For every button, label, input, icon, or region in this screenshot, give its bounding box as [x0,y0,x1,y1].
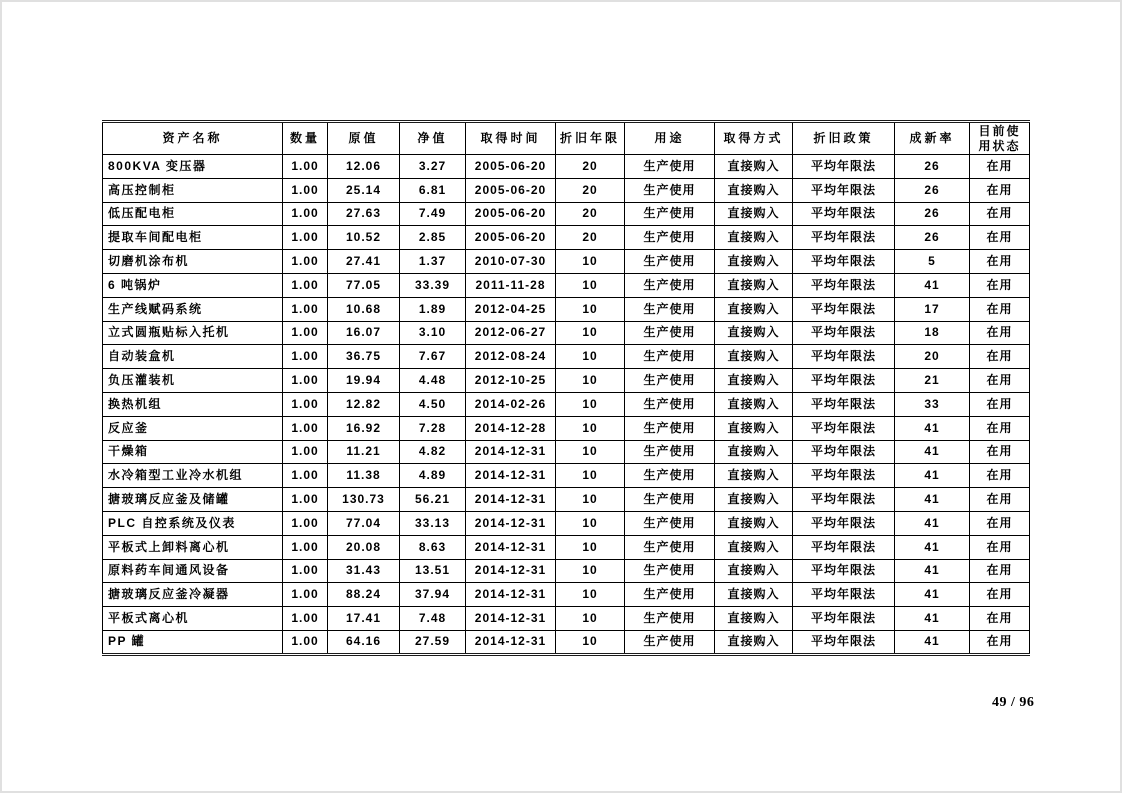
net-value-cell: 7.28 [400,416,466,440]
table-row [103,369,1030,393]
original-value-cell: 11.21 [328,440,400,464]
usage-cell: 生产使用 [625,559,715,583]
acquired-date-cell: 2012-10-25 [466,369,556,393]
depreciation-years-cell: 10 [556,440,625,464]
table-row [103,607,1030,631]
quantity-cell: 1.00 [283,321,328,345]
table-row [103,321,1030,345]
acquired-date-cell: 2014-12-31 [466,464,556,488]
table-row [103,630,1030,654]
usage-cell: 生产使用 [625,345,715,369]
quantity-cell: 1.00 [283,226,328,250]
acquisition-method-cell: 直接购入 [715,392,793,416]
acquired-date-cell: 2005-06-20 [466,226,556,250]
original-value-cell: 16.07 [328,321,400,345]
newness-rate-cell: 41 [895,273,970,297]
table-row [103,511,1030,535]
depreciation-policy-cell: 平均年限法 [793,630,895,654]
depreciation-policy-cell: 平均年限法 [793,392,895,416]
header-row [103,122,1030,155]
quantity-cell: 1.00 [283,440,328,464]
asset-name-cell: PP 罐 [103,630,283,654]
status-cell: 在用 [970,511,1030,535]
acquisition-method-cell: 直接购入 [715,464,793,488]
net-value-cell: 4.89 [400,464,466,488]
depreciation-years-cell: 10 [556,321,625,345]
acquired-date-cell: 2012-04-25 [466,297,556,321]
original-value-cell: 16.92 [328,416,400,440]
quantity-cell: 1.00 [283,392,328,416]
net-value-cell: 7.49 [400,202,466,226]
status-cell: 在用 [970,416,1030,440]
status-cell: 在用 [970,345,1030,369]
net-value-cell: 13.51 [400,559,466,583]
depreciation-years-cell: 20 [556,155,625,179]
asset-name-cell: 干燥箱 [103,440,283,464]
quantity-cell: 1.00 [283,630,328,654]
header-usage: 用途 [625,122,715,155]
depreciation-policy-cell: 平均年限法 [793,202,895,226]
usage-cell: 生产使用 [625,273,715,297]
acquisition-method-cell: 直接购入 [715,202,793,226]
depreciation-years-cell: 10 [556,511,625,535]
net-value-cell: 33.13 [400,511,466,535]
depreciation-policy-cell: 平均年限法 [793,250,895,274]
original-value-cell: 25.14 [328,178,400,202]
depreciation-policy-cell: 平均年限法 [793,559,895,583]
newness-rate-cell: 26 [895,202,970,226]
asset-name-cell: 切磨机涂布机 [103,250,283,274]
acquisition-method-cell: 直接购入 [715,511,793,535]
net-value-cell: 7.67 [400,345,466,369]
acquisition-method-cell: 直接购入 [715,226,793,250]
acquisition-method-cell: 直接购入 [715,583,793,607]
newness-rate-cell: 26 [895,155,970,179]
table-row [103,202,1030,226]
original-value-cell: 12.06 [328,155,400,179]
newness-rate-cell: 33 [895,392,970,416]
quantity-cell: 1.00 [283,178,328,202]
original-value-cell: 20.08 [328,535,400,559]
usage-cell: 生产使用 [625,607,715,631]
depreciation-years-cell: 10 [556,392,625,416]
acquired-date-cell: 2014-12-31 [466,630,556,654]
original-value-cell: 77.05 [328,273,400,297]
depreciation-years-cell: 20 [556,226,625,250]
asset-name-cell: PLC 自控系统及仪表 [103,511,283,535]
newness-rate-cell: 26 [895,226,970,250]
quantity-cell: 1.00 [283,369,328,393]
quantity-cell: 1.00 [283,202,328,226]
depreciation-years-cell: 10 [556,416,625,440]
usage-cell: 生产使用 [625,488,715,512]
table-row [103,488,1030,512]
net-value-cell: 3.27 [400,155,466,179]
header-acquired-date: 取得时间 [466,122,556,155]
asset-name-cell: 高压控制柜 [103,178,283,202]
newness-rate-cell: 26 [895,178,970,202]
quantity-cell: 1.00 [283,607,328,631]
table-row [103,416,1030,440]
usage-cell: 生产使用 [625,392,715,416]
acquired-date-cell: 2014-12-31 [466,511,556,535]
newness-rate-cell: 41 [895,488,970,512]
newness-rate-cell: 20 [895,345,970,369]
quantity-cell: 1.00 [283,464,328,488]
depreciation-policy-cell: 平均年限法 [793,416,895,440]
header-original-value: 原值 [328,122,400,155]
status-cell: 在用 [970,226,1030,250]
acquisition-method-cell: 直接购入 [715,440,793,464]
acquired-date-cell: 2010-07-30 [466,250,556,274]
acquired-date-cell: 2014-12-31 [466,440,556,464]
depreciation-policy-cell: 平均年限法 [793,511,895,535]
usage-cell: 生产使用 [625,511,715,535]
usage-cell: 生产使用 [625,583,715,607]
acquired-date-cell: 2014-12-31 [466,559,556,583]
newness-rate-cell: 5 [895,250,970,274]
original-value-cell: 17.41 [328,607,400,631]
table-row [103,273,1030,297]
original-value-cell: 64.16 [328,630,400,654]
newness-rate-cell: 18 [895,321,970,345]
acquired-date-cell: 2014-02-26 [466,392,556,416]
usage-cell: 生产使用 [625,155,715,179]
header-net-value: 净值 [400,122,466,155]
depreciation-years-cell: 10 [556,630,625,654]
acquired-date-cell: 2012-08-24 [466,345,556,369]
status-cell: 在用 [970,369,1030,393]
usage-cell: 生产使用 [625,535,715,559]
depreciation-years-cell: 10 [556,250,625,274]
asset-name-cell: 立式圆瓶贴标入托机 [103,321,283,345]
acquisition-method-cell: 直接购入 [715,273,793,297]
original-value-cell: 27.63 [328,202,400,226]
asset-name-cell: 平板式离心机 [103,607,283,631]
depreciation-policy-cell: 平均年限法 [793,226,895,250]
depreciation-policy-cell: 平均年限法 [793,321,895,345]
asset-name-cell: 换热机组 [103,392,283,416]
newness-rate-cell: 41 [895,440,970,464]
depreciation-policy-cell: 平均年限法 [793,155,895,179]
depreciation-years-cell: 10 [556,535,625,559]
newness-rate-cell: 17 [895,297,970,321]
depreciation-years-cell: 10 [556,273,625,297]
acquired-date-cell: 2014-12-31 [466,488,556,512]
usage-cell: 生产使用 [625,178,715,202]
depreciation-policy-cell: 平均年限法 [793,607,895,631]
status-cell: 在用 [970,440,1030,464]
acquisition-method-cell: 直接购入 [715,607,793,631]
status-cell: 在用 [970,607,1030,631]
acquired-date-cell: 2014-12-28 [466,416,556,440]
quantity-cell: 1.00 [283,297,328,321]
quantity-cell: 1.00 [283,488,328,512]
usage-cell: 生产使用 [625,369,715,393]
header-quantity: 数量 [283,122,328,155]
quantity-cell: 1.00 [283,250,328,274]
table-row [103,583,1030,607]
asset-name-cell: 负压灌装机 [103,369,283,393]
original-value-cell: 10.68 [328,297,400,321]
quantity-cell: 1.00 [283,535,328,559]
status-cell: 在用 [970,155,1030,179]
original-value-cell: 36.75 [328,345,400,369]
asset-name-cell: 自动装盒机 [103,345,283,369]
depreciation-policy-cell: 平均年限法 [793,464,895,488]
status-cell: 在用 [970,392,1030,416]
table-row [103,155,1030,179]
depreciation-years-cell: 10 [556,464,625,488]
asset-name-cell: 反应釜 [103,416,283,440]
depreciation-years-cell: 10 [556,583,625,607]
newness-rate-cell: 41 [895,583,970,607]
net-value-cell: 1.89 [400,297,466,321]
table-row [103,392,1030,416]
quantity-cell: 1.00 [283,583,328,607]
status-cell: 在用 [970,297,1030,321]
acquisition-method-cell: 直接购入 [715,297,793,321]
status-cell: 在用 [970,178,1030,202]
acquired-date-cell: 2005-06-20 [466,202,556,226]
usage-cell: 生产使用 [625,464,715,488]
original-value-cell: 10.52 [328,226,400,250]
acquisition-method-cell: 直接购入 [715,250,793,274]
net-value-cell: 4.48 [400,369,466,393]
acquired-date-cell: 2014-12-31 [466,535,556,559]
acquired-date-cell: 2014-12-31 [466,607,556,631]
acquired-date-cell: 2005-06-20 [466,155,556,179]
depreciation-policy-cell: 平均年限法 [793,345,895,369]
usage-cell: 生产使用 [625,250,715,274]
acquisition-method-cell: 直接购入 [715,155,793,179]
header-depreciation-policy: 折旧政策 [793,122,895,155]
depreciation-policy-cell: 平均年限法 [793,535,895,559]
net-value-cell: 4.50 [400,392,466,416]
asset-name-cell: 6 吨锅炉 [103,273,283,297]
original-value-cell: 11.38 [328,464,400,488]
net-value-cell: 1.37 [400,250,466,274]
newness-rate-cell: 21 [895,369,970,393]
net-value-cell: 8.63 [400,535,466,559]
header-asset-name: 资产名称 [103,122,283,155]
table-row [103,464,1030,488]
original-value-cell: 88.24 [328,583,400,607]
net-value-cell: 3.10 [400,321,466,345]
acquired-date-cell: 2012-06-27 [466,321,556,345]
acquisition-method-cell: 直接购入 [715,488,793,512]
acquisition-method-cell: 直接购入 [715,321,793,345]
usage-cell: 生产使用 [625,630,715,654]
depreciation-years-cell: 10 [556,369,625,393]
newness-rate-cell: 41 [895,607,970,631]
net-value-cell: 27.59 [400,630,466,654]
newness-rate-cell: 41 [895,630,970,654]
table-row [103,440,1030,464]
depreciation-policy-cell: 平均年限法 [793,488,895,512]
status-cell: 在用 [970,202,1030,226]
acquired-date-cell: 2014-12-31 [466,583,556,607]
acquisition-method-cell: 直接购入 [715,535,793,559]
depreciation-years-cell: 20 [556,202,625,226]
acquisition-method-cell: 直接购入 [715,369,793,393]
newness-rate-cell: 41 [895,511,970,535]
depreciation-years-cell: 10 [556,488,625,512]
depreciation-years-cell: 10 [556,559,625,583]
depreciation-years-cell: 10 [556,297,625,321]
status-cell: 在用 [970,273,1030,297]
quantity-cell: 1.00 [283,416,328,440]
header-newness-rate: 成新率 [895,122,970,155]
newness-rate-cell: 41 [895,464,970,488]
net-value-cell: 56.21 [400,488,466,512]
depreciation-policy-cell: 平均年限法 [793,369,895,393]
newness-rate-cell: 41 [895,416,970,440]
original-value-cell: 77.04 [328,511,400,535]
asset-name-cell: 低压配电柜 [103,202,283,226]
net-value-cell: 4.82 [400,440,466,464]
net-value-cell: 2.85 [400,226,466,250]
usage-cell: 生产使用 [625,321,715,345]
acquisition-method-cell: 直接购入 [715,559,793,583]
depreciation-policy-cell: 平均年限法 [793,273,895,297]
depreciation-years-cell: 10 [556,345,625,369]
status-cell: 在用 [970,250,1030,274]
asset-name-cell: 提取车间配电柜 [103,226,283,250]
depreciation-policy-cell: 平均年限法 [793,583,895,607]
asset-name-cell: 水冷箱型工业冷水机组 [103,464,283,488]
original-value-cell: 19.94 [328,369,400,393]
net-value-cell: 7.48 [400,607,466,631]
quantity-cell: 1.00 [283,345,328,369]
table-row [103,535,1030,559]
table-row [103,226,1030,250]
asset-name-cell: 搪玻璃反应釜及储罐 [103,488,283,512]
status-cell: 在用 [970,583,1030,607]
net-value-cell: 6.81 [400,178,466,202]
newness-rate-cell: 41 [895,535,970,559]
usage-cell: 生产使用 [625,416,715,440]
quantity-cell: 1.00 [283,511,328,535]
page-number: 49 / 96 [992,695,1035,710]
original-value-cell: 31.43 [328,559,400,583]
usage-cell: 生产使用 [625,226,715,250]
status-cell: 在用 [970,535,1030,559]
depreciation-policy-cell: 平均年限法 [793,440,895,464]
usage-cell: 生产使用 [625,440,715,464]
quantity-cell: 1.00 [283,155,328,179]
table-row [103,297,1030,321]
status-cell: 在用 [970,559,1030,583]
acquisition-method-cell: 直接购入 [715,345,793,369]
depreciation-years-cell: 20 [556,178,625,202]
status-cell: 在用 [970,630,1030,654]
status-cell: 在用 [970,464,1030,488]
acquisition-method-cell: 直接购入 [715,630,793,654]
asset-name-cell: 800KVA 变压器 [103,155,283,179]
net-value-cell: 33.39 [400,273,466,297]
depreciation-policy-cell: 平均年限法 [793,178,895,202]
depreciation-years-cell: 10 [556,607,625,631]
status-cell: 在用 [970,321,1030,345]
status-cell: 在用 [970,488,1030,512]
asset-table [102,120,1030,656]
depreciation-policy-cell: 平均年限法 [793,297,895,321]
acquisition-method-cell: 直接购入 [715,178,793,202]
newness-rate-cell: 41 [895,559,970,583]
asset-name-cell: 原料药车间通风设备 [103,559,283,583]
header-depreciation-years: 折旧年限 [556,122,625,155]
table-row [103,559,1030,583]
usage-cell: 生产使用 [625,297,715,321]
asset-name-cell: 平板式上卸料离心机 [103,535,283,559]
acquired-date-cell: 2005-06-20 [466,178,556,202]
original-value-cell: 27.41 [328,250,400,274]
original-value-cell: 12.82 [328,392,400,416]
table-row [103,250,1030,274]
header-acquisition-method: 取得方式 [715,122,793,155]
quantity-cell: 1.00 [283,559,328,583]
asset-name-cell: 生产线赋码系统 [103,297,283,321]
net-value-cell: 37.94 [400,583,466,607]
original-value-cell: 130.73 [328,488,400,512]
acquisition-method-cell: 直接购入 [715,416,793,440]
acquired-date-cell: 2011-11-28 [466,273,556,297]
header-current-status: 目前使用状态 [970,122,1030,155]
table-row [103,178,1030,202]
asset-name-cell: 搪玻璃反应釜冷凝器 [103,583,283,607]
quantity-cell: 1.00 [283,273,328,297]
usage-cell: 生产使用 [625,202,715,226]
table-row [103,345,1030,369]
